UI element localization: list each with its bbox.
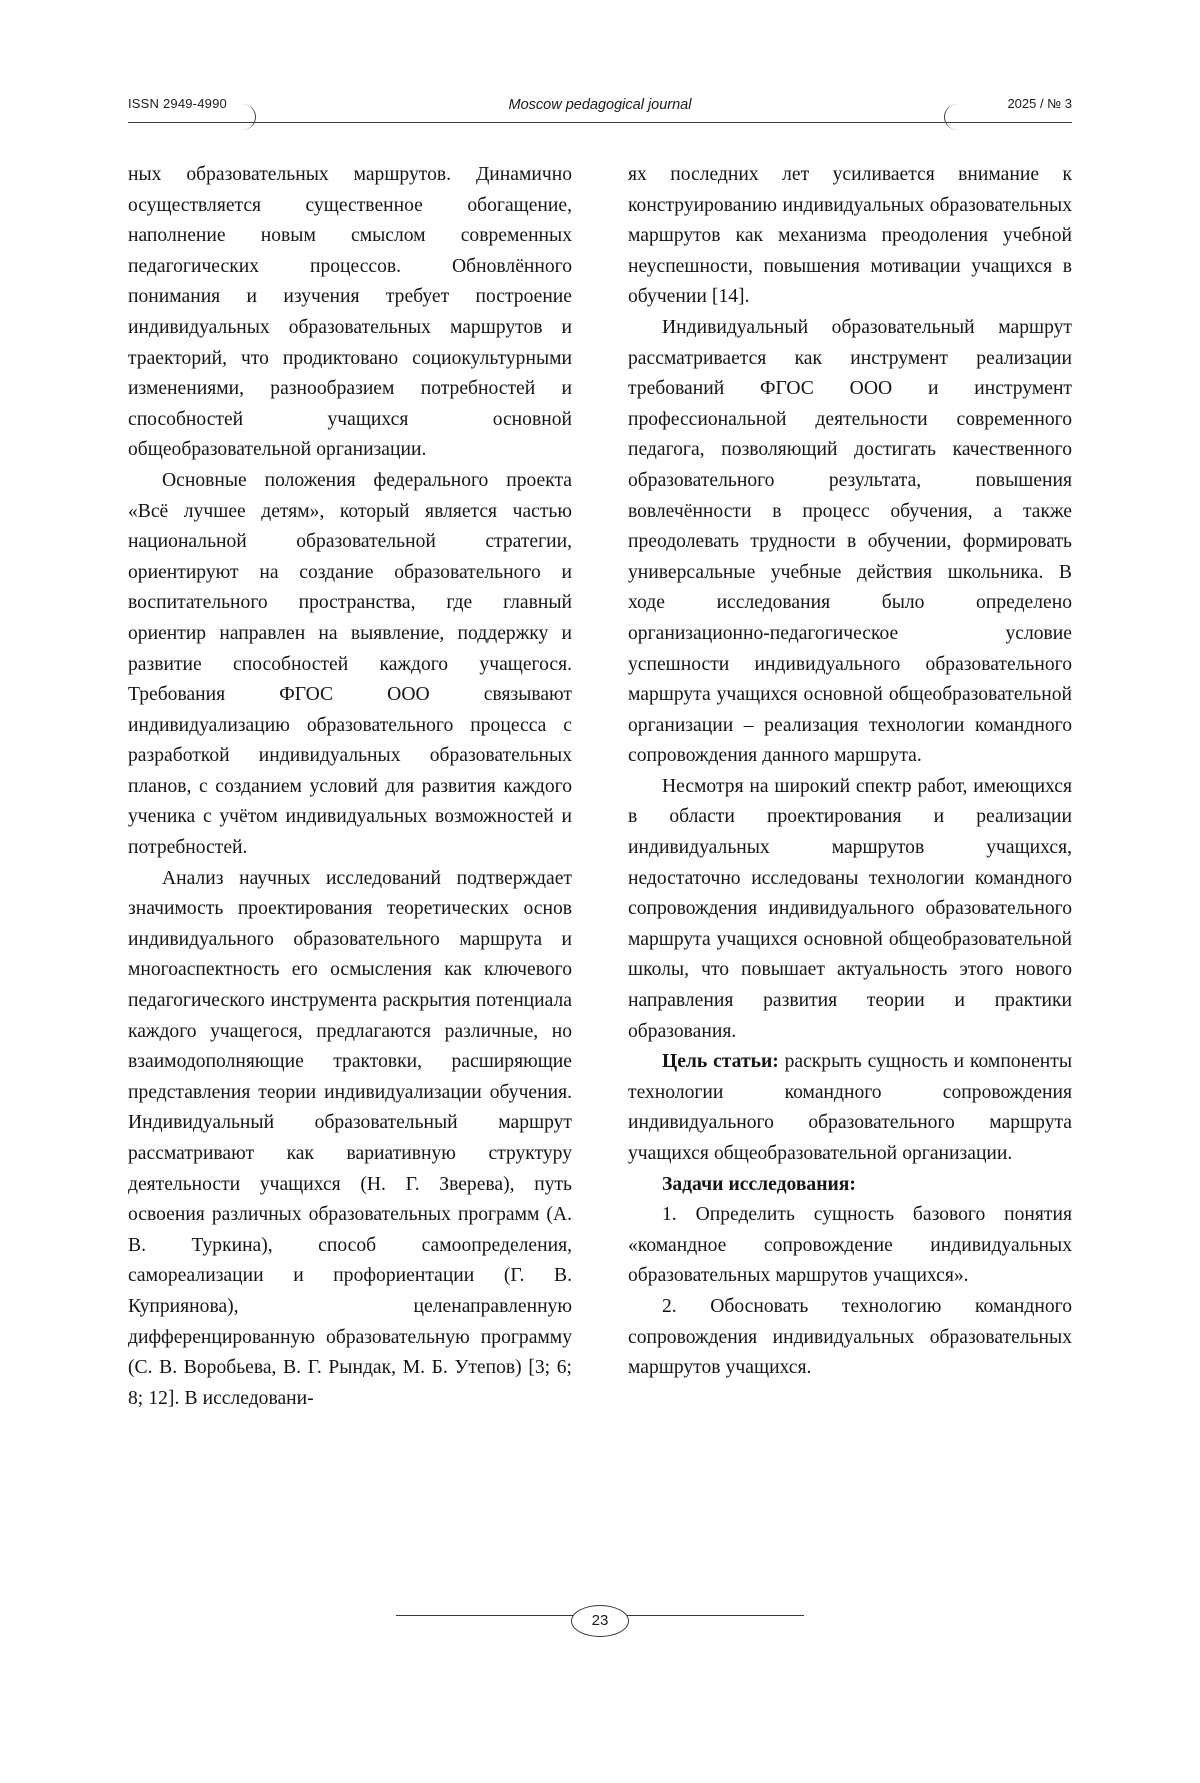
paragraph: Индивидуальный образовательный маршрут рассматривается как инструмент реализации требований ФГОС ООО и инструмент профессиональной деятельности современного педагога, позволяющий достигать качественного образовательного результата, повышения вовлечённости в процесс обучения, а также преодолевать трудности в обучении, формировать универсальные учебные действия школьника. В ходе исследования было определено организационно-педагогическое условие успешности индивидуального образовательного маршрута учащихся основной общеобразовательной организации – реализация технологии командного сопровождения данного маршрута. bbox=[628, 316, 1072, 767]
page-footer bbox=[0, 1605, 1200, 1665]
issue-label: 2025 / № 3 bbox=[999, 96, 1072, 111]
article-body bbox=[128, 160, 1072, 1414]
right-column bbox=[628, 160, 1072, 1414]
running-head bbox=[128, 96, 1072, 128]
paragraph: Несмотря на широкий спектр работ, имеющихся в области проектирования и реализации индивидуальных маршрутов учащихся, недостаточно исследованы технологии командного сопровождения индивидуального образовательного маршрута учащихся основной общеобразовательной школы, что повышает актуальность этого нового направления развития теории и практики образования. bbox=[628, 775, 1072, 1042]
paragraph-goal bbox=[628, 1047, 1072, 1169]
paragraph-tasks-heading bbox=[628, 1170, 1072, 1201]
goal-label: Цель статьи: bbox=[662, 1051, 779, 1073]
journal-title bbox=[128, 97, 1072, 113]
paragraph-task-1: 1. Определить сущность базового понятия «командное сопровождение индивидуальных образовательных маршрутов учащихся». bbox=[628, 1204, 1072, 1287]
running-head-rule bbox=[128, 122, 1072, 123]
page-number: 23 bbox=[571, 1605, 629, 1637]
left-column bbox=[128, 160, 572, 1414]
paragraph: ных образовательных маршрутов. Динамично осуществляется существенное обогащение, наполнение новым смыслом современных педагогических процессов. Обновлённого понимания и изучения требует построение индивидуальных образовательных маршрутов и траекторий, что продиктовано социокультурными изменениями, разнообразием потребностей и способностей учащихся основной общеобразовательной организации. bbox=[128, 164, 572, 461]
journal-title-text: Moscow pedagogical journal bbox=[499, 97, 702, 113]
issn-label: ISSN 2949-4990 bbox=[128, 96, 233, 111]
paragraph: Анализ научных исследований подтверждает значимость проектирования теоретических основ индивидуального образовательного маршрута и многоаспектность его осмысления как ключевого педагогического инструмента раскрытия потенциала каждого учащегося, предлагаются различные, но взаимодополняющие трактовки, расширяющие представления теории индивидуализации обучения. Индивидуальный образовательный маршрут рассматривают как вариативную структуру деятельности учащихся (Н. Г. Зверева), путь освоения различных образовательных программ (А. В. Туркина), способ самоопределения, самореализации и профориентации (Г. В. Куприянова), целенаправленную дифференцированную образовательную программу (С. В. Воробьева, В. Г. Рындак, М. Б. Утепов) [3; 6; 8; 12]. В исследовани- bbox=[128, 867, 572, 1409]
goal-text: раскрыть сущность и компоненты технологии командного сопровождения индивидуального образовательного маршрута учащихся общеобразовательной организации. bbox=[628, 1051, 1072, 1164]
paragraph: Основные положения федерального проекта «Всё лучшее детям», который является частью национальной образовательной стратегии, ориентируют на создание образовательного и воспитательного пространства, где главный ориентир направлен на выявление, поддержку и развитие способностей каждого учащегося. Требования ФГОС ООО связывают индивидуализацию образовательного процесса с разработкой индивидуальных образовательных планов, с созданием условий для развития каждого ученика с учётом индивидуальных возможностей и потребностей. bbox=[128, 469, 572, 859]
paragraph: ях последних лет усиливается внимание к конструированию индивидуальных образовательных маршрутов как механизма преодоления учебной неуспешности, повышения мотивации учащихся в обучении [14]. bbox=[628, 164, 1072, 308]
paragraph-task-2: 2. Обосновать технологию командного сопровождения индивидуальных образовательных маршрутов учащихся. bbox=[628, 1295, 1072, 1379]
tasks-label: Задачи исследования: bbox=[662, 1173, 856, 1195]
